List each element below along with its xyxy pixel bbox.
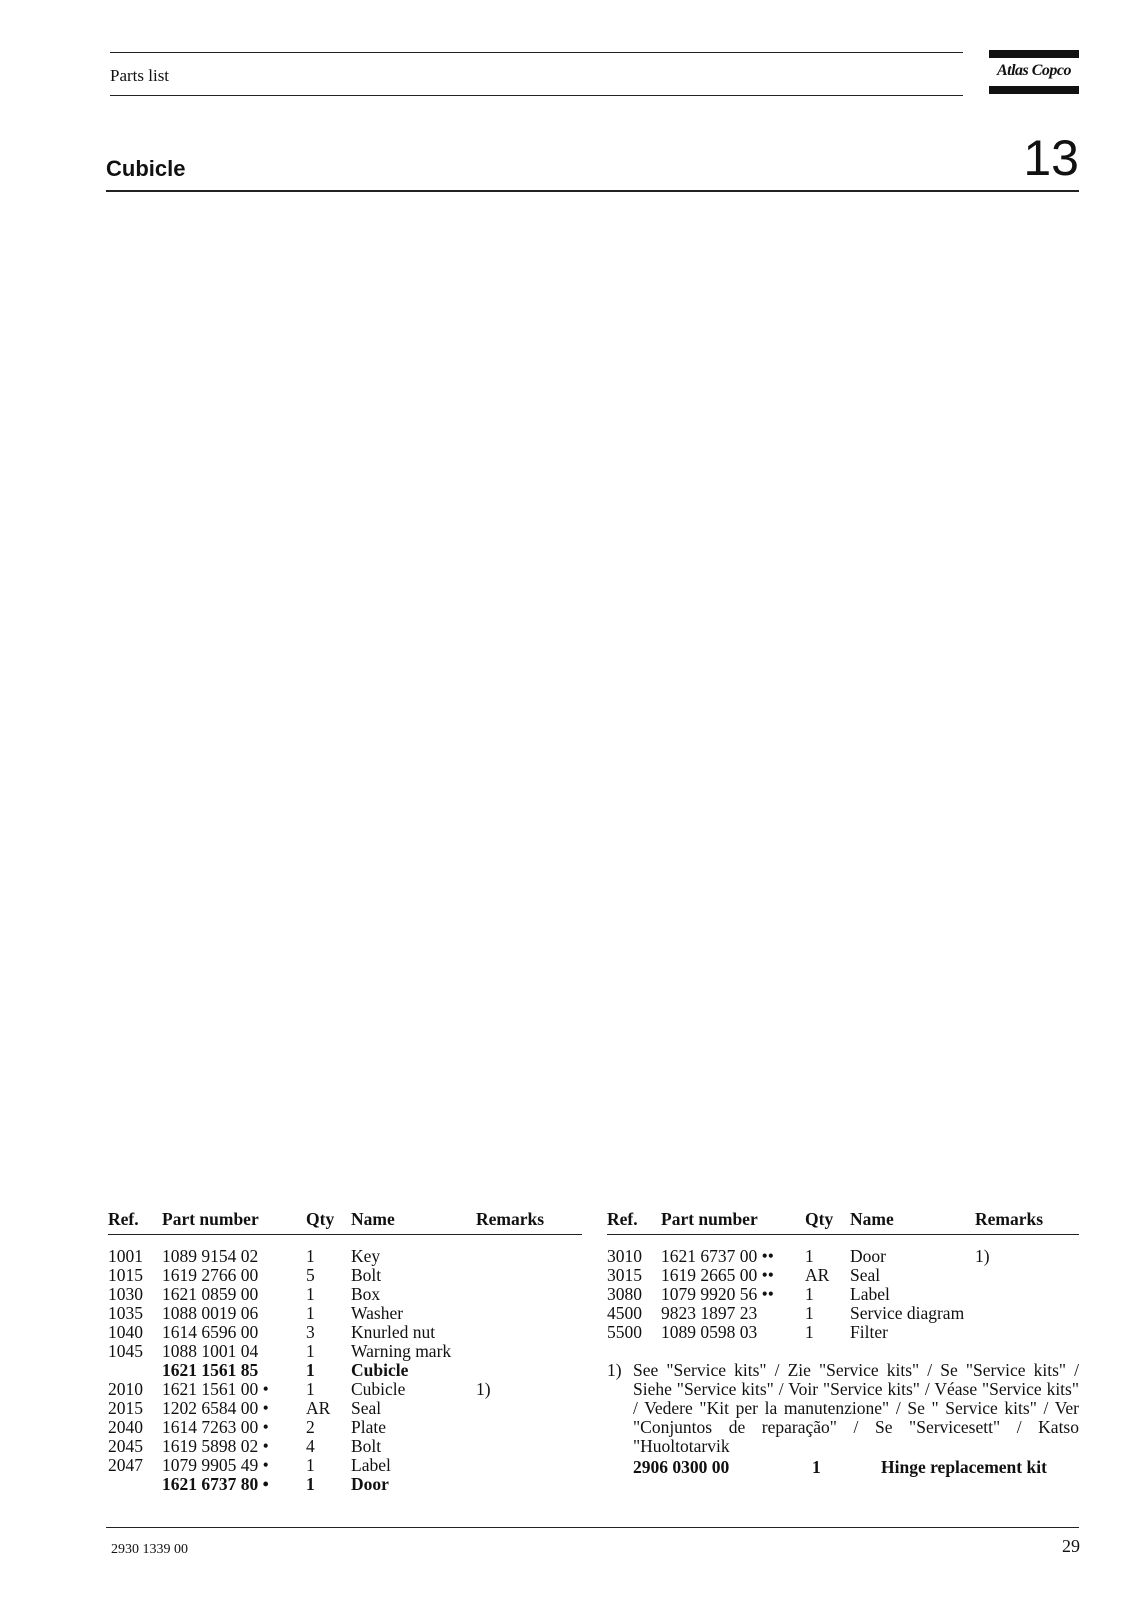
qty-cell: 1 xyxy=(306,1341,315,1361)
part-number-cell: 1621 1561 85 xyxy=(162,1360,259,1380)
name-cell: Box xyxy=(351,1284,381,1304)
qty-cell: 1 xyxy=(805,1322,814,1342)
table-row xyxy=(108,1361,582,1380)
name-cell: Bolt xyxy=(351,1265,382,1285)
name-cell: Knurled nut xyxy=(351,1322,436,1342)
part-number-cell: 1614 6596 00 xyxy=(162,1322,259,1342)
name-cell: Seal xyxy=(351,1398,382,1418)
table-row xyxy=(607,1323,1079,1342)
table-row xyxy=(607,1285,1079,1304)
header-bottom-rule xyxy=(110,95,963,96)
part-number-cell: 1088 1001 04 xyxy=(162,1341,259,1361)
ref-cell: 2010 xyxy=(108,1379,143,1399)
name-cell: Warning mark xyxy=(351,1341,452,1361)
table-row xyxy=(607,1304,1079,1323)
col-qty-header: Qty xyxy=(306,1209,335,1229)
table-row xyxy=(108,1266,582,1285)
qty-cell: 1 xyxy=(306,1303,315,1323)
col-name-header: Name xyxy=(351,1209,395,1229)
part-number-cell: 1619 2665 00 •• xyxy=(661,1265,774,1285)
ref-cell: 1045 xyxy=(108,1341,143,1361)
logo-bottom-bar xyxy=(989,86,1079,94)
page-number: 29 xyxy=(1062,1536,1080,1556)
qty-cell: 1 xyxy=(306,1284,315,1304)
ref-cell: 2015 xyxy=(108,1398,143,1418)
name-cell: Filter xyxy=(850,1322,888,1342)
part-number-cell: 1621 0859 00 xyxy=(162,1284,259,1304)
parts-table-right xyxy=(607,1209,1079,1349)
part-number-cell: 1621 6737 80 • xyxy=(162,1474,269,1494)
table-row xyxy=(108,1342,582,1361)
part-number-cell: 1614 7263 00 • xyxy=(162,1417,269,1437)
qty-cell: AR xyxy=(306,1398,331,1418)
section-title: Cubicle xyxy=(106,156,186,181)
ref-cell: 4500 xyxy=(607,1303,642,1323)
qty-cell: 2 xyxy=(306,1417,315,1437)
qty-cell: 1 xyxy=(306,1455,315,1475)
name-cell: Label xyxy=(351,1455,391,1475)
col-remarks-header: Remarks xyxy=(476,1209,545,1229)
footnote-text: See "Service kits" / Zie "Service kits" / Se "Service kits" / Siehe "Service kits" / Voir "Service kits" / Véase "Service kits" / Vedere "Kit per la manutenzione" / Se " Service kits" / Ver "Conjuntos de reparação" / Se "Servicesett" / Katso "Huoltotarvik xyxy=(633,1360,1079,1456)
col-name-header: Name xyxy=(850,1209,894,1229)
ref-cell: 2047 xyxy=(108,1455,143,1475)
document-number: 2930 1339 00 xyxy=(111,1542,188,1557)
col-qty-header: Qty xyxy=(805,1209,834,1229)
table-header-rule xyxy=(607,1234,1079,1235)
table-row xyxy=(108,1475,582,1494)
part-number-cell: 1079 9920 56 •• xyxy=(661,1284,774,1304)
kit-row xyxy=(633,1457,1079,1479)
ref-cell: 1015 xyxy=(108,1265,143,1285)
col-ref-header: Ref. xyxy=(108,1209,139,1229)
part-number-cell: 1088 0019 06 xyxy=(162,1303,259,1323)
ref-cell: 2045 xyxy=(108,1436,143,1456)
header-top-rule xyxy=(110,52,963,53)
footnote-marker: 1) xyxy=(607,1360,622,1380)
remarks-cell: 1) xyxy=(476,1379,491,1399)
kit-name: Hinge replacement kit xyxy=(881,1457,1047,1477)
table-row xyxy=(607,1266,1079,1285)
name-cell: Bolt xyxy=(351,1436,382,1456)
logo-wordmark: Atlas Copco xyxy=(996,62,1072,79)
table-row xyxy=(108,1380,582,1399)
ref-cell: 5500 xyxy=(607,1322,642,1342)
table-header-rule xyxy=(108,1234,582,1235)
part-number-cell: 1089 0598 03 xyxy=(661,1322,758,1342)
ref-cell: 2040 xyxy=(108,1417,143,1437)
col-part-number-header: Part number xyxy=(661,1209,758,1229)
parts-table-left xyxy=(108,1209,582,1499)
qty-cell: 5 xyxy=(306,1265,315,1285)
col-remarks-header: Remarks xyxy=(975,1209,1044,1229)
qty-cell: 3 xyxy=(306,1322,315,1342)
atlas-copco-logo xyxy=(989,50,1079,94)
ref-cell: 1040 xyxy=(108,1322,143,1342)
table-row xyxy=(108,1323,582,1342)
name-cell: Door xyxy=(351,1474,389,1494)
name-cell: Plate xyxy=(351,1417,386,1437)
qty-cell: 1 xyxy=(306,1360,315,1380)
col-part-number-header: Part number xyxy=(162,1209,259,1229)
kit-qty: 1 xyxy=(812,1457,821,1477)
ref-cell: 1001 xyxy=(108,1246,143,1266)
name-cell: Washer xyxy=(351,1303,404,1323)
part-number-cell: 1619 2766 00 xyxy=(162,1265,259,1285)
name-cell: Cubicle xyxy=(351,1360,409,1380)
logo-top-bar xyxy=(989,50,1079,58)
part-number-cell: 1621 6737 00 •• xyxy=(661,1246,774,1266)
table-row xyxy=(108,1456,582,1475)
name-cell: Seal xyxy=(850,1265,881,1285)
table-row xyxy=(108,1247,582,1266)
name-cell: Label xyxy=(850,1284,890,1304)
col-ref-header: Ref. xyxy=(607,1209,638,1229)
name-cell: Service diagram xyxy=(850,1303,965,1323)
qty-cell: 4 xyxy=(306,1436,315,1456)
part-number-cell: 1089 9154 02 xyxy=(162,1246,259,1266)
section-rule xyxy=(106,190,1079,192)
qty-cell: 1 xyxy=(805,1246,814,1266)
part-number-cell: 1619 5898 02 • xyxy=(162,1436,269,1456)
ref-cell: 1030 xyxy=(108,1284,143,1304)
qty-cell: 1 xyxy=(805,1284,814,1304)
ref-cell: 1035 xyxy=(108,1303,143,1323)
ref-cell: 3010 xyxy=(607,1246,642,1266)
qty-cell: AR xyxy=(805,1265,830,1285)
name-cell: Key xyxy=(351,1246,381,1266)
section-number: 13 xyxy=(1023,130,1079,186)
part-number-cell: 1621 1561 00 • xyxy=(162,1379,269,1399)
ref-cell: 3015 xyxy=(607,1265,642,1285)
qty-cell: 1 xyxy=(306,1474,315,1494)
qty-cell: 1 xyxy=(306,1379,315,1399)
part-number-cell: 1079 9905 49 • xyxy=(162,1455,269,1475)
table-row xyxy=(607,1247,1079,1266)
kit-part-number: 2906 0300 00 xyxy=(633,1457,730,1477)
qty-cell: 1 xyxy=(805,1303,814,1323)
footer-rule xyxy=(106,1527,1079,1528)
table-row xyxy=(108,1418,582,1437)
table-row xyxy=(108,1437,582,1456)
name-cell: Cubicle xyxy=(351,1379,406,1399)
doc-type-label: Parts list xyxy=(110,66,170,85)
name-cell: Door xyxy=(850,1246,886,1266)
part-number-cell: 1202 6584 00 • xyxy=(162,1398,269,1418)
table-row xyxy=(108,1399,582,1418)
part-number-cell: 9823 1897 23 xyxy=(661,1303,758,1323)
remarks-cell: 1) xyxy=(975,1246,990,1266)
table-row xyxy=(108,1304,582,1323)
ref-cell: 3080 xyxy=(607,1284,642,1304)
table-row xyxy=(108,1285,582,1304)
qty-cell: 1 xyxy=(306,1246,315,1266)
